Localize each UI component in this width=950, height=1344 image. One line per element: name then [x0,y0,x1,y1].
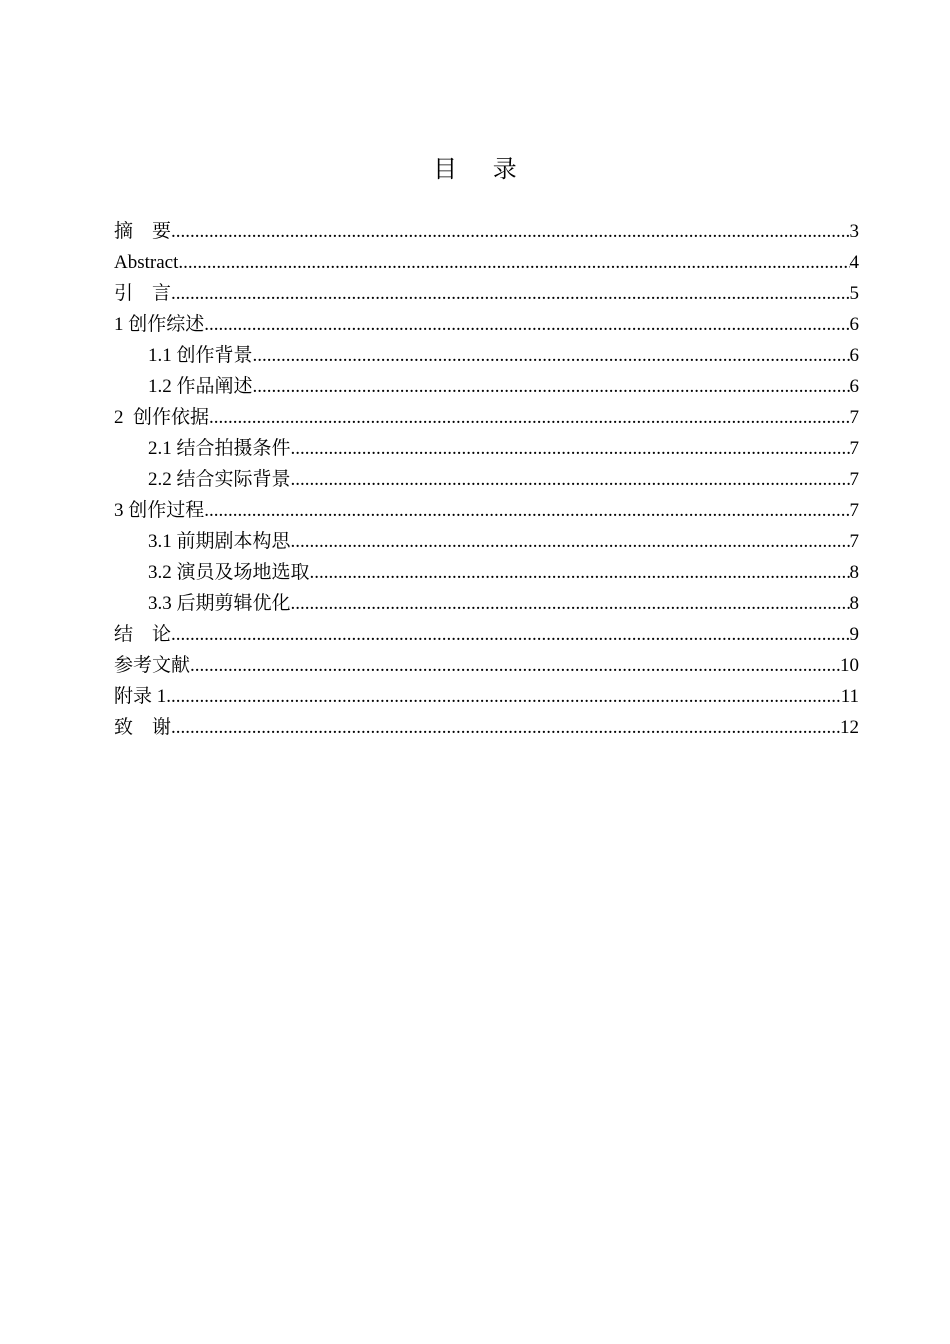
toc-entry-section-1-2[interactable] [114,371,859,402]
toc-entry-introduction[interactable] [114,278,859,309]
toc-entry-label: 3.1 前期剧本构思 [148,531,291,552]
toc-leader-dots [291,464,850,495]
toc-entry-page: 7 [849,500,859,521]
toc-entry-page: 6 [849,314,859,335]
toc-entry-page: 12 [840,717,859,738]
toc-entry-section-3-3[interactable] [114,588,859,619]
toc-entry-abstract-en[interactable] [114,247,859,278]
toc-entry-section-3-1[interactable] [114,526,859,557]
toc-entry-label: 3.2 演员及场地选取 [148,562,310,583]
toc-entry-section-2[interactable] [114,402,859,433]
toc-entry-section-2-1[interactable] [114,433,859,464]
toc-entry-page: 7 [849,407,859,428]
toc-entry-page: 9 [849,624,859,645]
toc-entry-label: 2.2 结合实际背景 [148,469,291,490]
toc-leader-dots [171,712,840,743]
toc-entry-label: 摘 要 [114,221,172,242]
toc-entry-label: 附录 1 [114,686,167,707]
toc-entry-label: Abstract [114,252,179,273]
toc-entry-page: 4 [849,252,859,273]
toc-leader-dots [291,588,850,619]
toc-leader-dots [171,216,849,247]
toc-entry-label: 结 论 [114,624,172,645]
toc-entry-page: 5 [849,283,859,304]
toc-entry-section-2-2[interactable] [114,464,859,495]
toc-entry-label: 3 创作过程 [114,500,205,521]
toc-entry-abstract-cn[interactable] [114,216,859,247]
toc-entry-page: 6 [849,345,859,366]
toc-entry-section-1[interactable] [114,309,859,340]
toc-entry-appendix-1[interactable] [114,681,859,712]
toc-entry-acknowledgements[interactable] [114,712,859,743]
toc-entry-page: 3 [849,221,859,242]
toc-entry-label: 2 创作依据 [114,407,210,428]
toc-leader-dots [253,340,850,371]
toc-entry-label: 致 谢 [114,717,172,738]
toc-entry-label: 1.2 作品阐述 [148,376,253,397]
toc-entry-label: 参考文献 [114,655,191,676]
toc-entry-page: 8 [849,562,859,583]
toc-entry-page: 7 [849,469,859,490]
toc-leader-dots [190,650,840,681]
toc-list [114,216,859,743]
toc-leader-dots [171,278,849,309]
toc-entry-label: 引 言 [114,283,172,304]
toc-leader-dots [310,557,850,588]
toc-leader-dots [291,433,850,464]
toc-entry-page: 11 [840,686,859,707]
toc-leader-dots [178,247,849,278]
toc-entry-page: 6 [849,376,859,397]
toc-entry-conclusion[interactable] [114,619,859,650]
toc-title: 目 录 [433,155,531,183]
toc-entry-references[interactable] [114,650,859,681]
toc-entry-section-3-2[interactable] [114,557,859,588]
toc-entry-label: 1.1 创作背景 [148,345,253,366]
toc-entry-section-1-1[interactable] [114,340,859,371]
toc-entry-label: 2.1 结合拍摄条件 [148,438,291,459]
toc-leader-dots [204,309,849,340]
toc-entry-page: 10 [840,655,859,676]
toc-entry-page: 8 [849,593,859,614]
toc-entry-page: 7 [849,531,859,552]
toc-entry-label: 3.3 后期剪辑优化 [148,593,291,614]
toc-entry-label: 1 创作综述 [114,314,205,335]
toc-entry-page: 7 [849,438,859,459]
toc-entry-section-3[interactable] [114,495,859,526]
toc-leader-dots [166,681,840,712]
toc-leader-dots [291,526,850,557]
toc-leader-dots [253,371,850,402]
toc-leader-dots [209,402,849,433]
toc-leader-dots [171,619,849,650]
toc-leader-dots [204,495,849,526]
